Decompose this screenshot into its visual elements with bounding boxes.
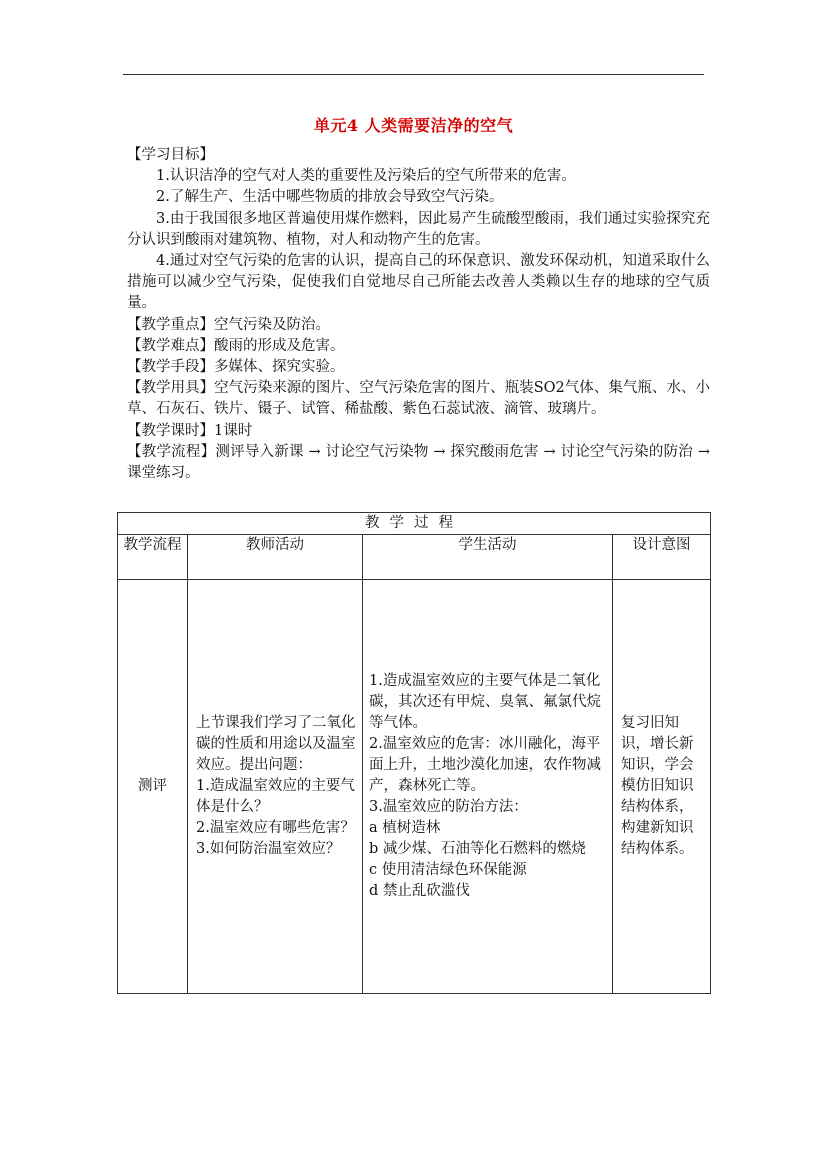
field-value: 空气污染及防治。 xyxy=(214,316,330,333)
teaching-process-table xyxy=(117,512,711,994)
student-line: 1.造成温室效应的主要气体是二氧化碳，其次还有甲烷、臭氧、氟氯代烷等气体。 xyxy=(369,673,601,731)
student-line: a 植树造林 xyxy=(369,820,441,836)
field-value: 测评导入新课 → 讨论空气污染物 → 探究酸雨危害 → 讨论空气污染的防治 → 课堂练习。 xyxy=(127,443,711,482)
field-method xyxy=(127,357,710,378)
student-line: b 减少煤、石油等化石燃料的燃烧 xyxy=(369,841,586,857)
stage-cell xyxy=(118,580,188,994)
header-intent: 设计意图 xyxy=(613,535,711,580)
student-line: 2.温室效应的危害：冰川融化，海平面上升，土地沙漠化加速，农作物减产，森林死亡等。 xyxy=(369,736,601,794)
teacher-line: 上节课我们学习了二氧化碳的性质和用途以及温室效应。提出问题： xyxy=(196,715,356,773)
student-activity-cell xyxy=(363,580,613,994)
field-key-point xyxy=(127,315,710,336)
field-label: 【教学重点】 xyxy=(127,316,214,333)
page-title: 单元4 人类需要洁净的空气 xyxy=(313,116,514,135)
stage-label: 测评 xyxy=(138,778,167,794)
student-line: 3.温室效应的防治方法： xyxy=(369,799,528,815)
objectives-heading: 【学习目标】 xyxy=(127,147,214,163)
field-value: 1课时 xyxy=(214,422,253,439)
field-materials xyxy=(127,378,710,420)
field-label: 【教学流程】 xyxy=(127,443,216,460)
table-row xyxy=(118,580,711,994)
field-label: 【教学难点】 xyxy=(127,337,214,354)
student-line: c 使用清洁绿色环保能源 xyxy=(369,862,527,878)
field-value: 空气污染来源的图片、空气污染危害的图片、瓶装SO2气体、集气瓶、水、小草、石灰石、铁片、镊子、试管、稀盐酸、紫色石蕊试液、滴管、玻璃片。 xyxy=(127,380,711,418)
student-line: d 禁止乱砍滥伐 xyxy=(369,883,470,899)
design-intent-cell xyxy=(613,580,711,994)
intent-text: 复习旧知识，增长新知识，学会模仿旧知识结构体系，构建新知识结构体系。 xyxy=(621,715,694,857)
teacher-line: 3.如何防治温室效应？ xyxy=(196,841,341,857)
field-periods xyxy=(127,421,710,442)
table-caption: 教学过程 xyxy=(118,513,711,535)
teacher-activity-cell xyxy=(188,580,363,994)
teacher-line: 1.造成温室效应的主要气体是什么？ xyxy=(196,778,355,815)
objective-3: 3.由于我国很多地区普遍使用煤作燃料，因此易产生硫酸型酸雨，我们通过实验探究充分认识到酸雨对建筑物、植物，对人和动物产生的危害。 xyxy=(127,210,710,248)
header-stage: 教学流程 xyxy=(118,535,188,580)
field-flow xyxy=(127,442,710,484)
objective-2: 2.了解生产、生活中哪些物质的排放会导致空气污染。 xyxy=(156,189,504,206)
teacher-line: 2.温室效应有哪些危害？ xyxy=(196,820,355,836)
objective-4: 4.通过对空气污染的危害的认识，提高自己的环保意识、激发环保动机，知道采取什么措施可以减少空气污染，促使我们自觉地尽自己所能去改善人类赖以生存的地球的空气质量。 xyxy=(127,253,710,312)
header-rule xyxy=(123,74,704,75)
lesson-intro xyxy=(127,145,710,484)
header-student: 学生活动 xyxy=(363,535,613,580)
field-label: 【教学用具】 xyxy=(127,380,215,397)
field-value: 酸雨的形成及危害。 xyxy=(214,337,345,354)
header-teacher: 教师活动 xyxy=(188,535,363,580)
field-difficulty xyxy=(127,336,710,357)
field-value: 多媒体、探究实验。 xyxy=(214,359,345,376)
field-label: 【教学手段】 xyxy=(127,359,214,376)
field-label: 【教学课时】 xyxy=(127,422,214,439)
objective-1: 1.认识洁净的空气对人类的重要性及污染后的空气所带来的危害。 xyxy=(156,168,576,185)
